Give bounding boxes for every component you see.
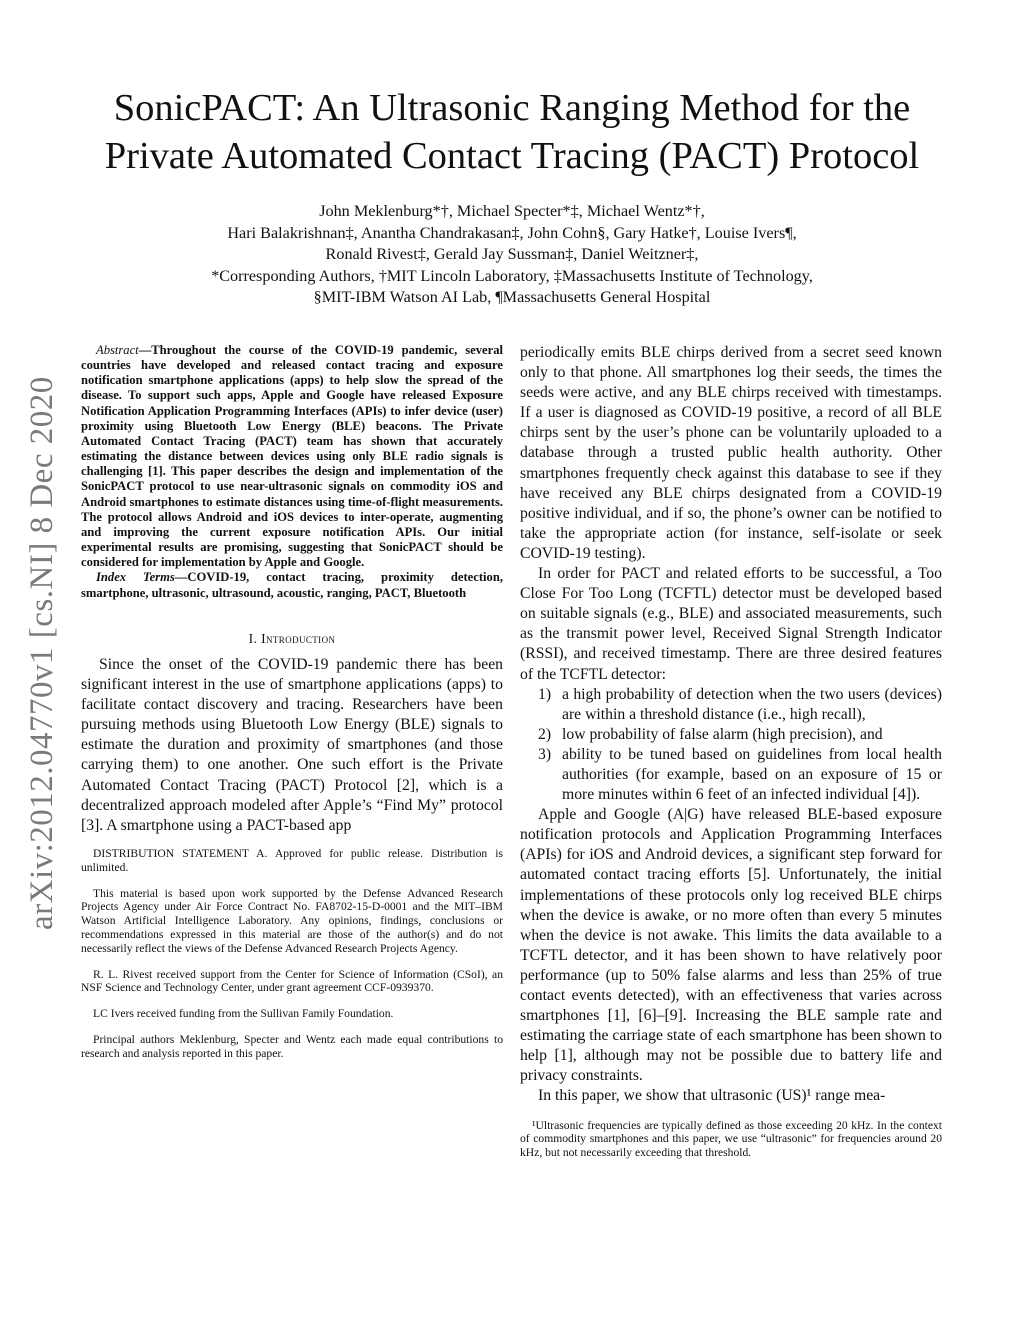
right-column (520, 343, 942, 1160)
distribution-statement: DISTRIBUTION STATEMENT A. Approved for public release. Distribution is unlimited. (81, 847, 503, 874)
list-item-number: 2) (538, 725, 552, 743)
author-line-3: Ronald Rivest‡, Gerald Jay Sussman‡, Daniel Weitzner‡, (325, 245, 699, 264)
introduction-paragraph-1: Since the onset of the COVID-19 pandemic there has been significant interest in the use of smartphone applications (apps) to facilitate contact discovery and tracing. Researchers have been pursuing methods using Bluetooth Low Energy (BLE) signals to estimate the duration and proximity of smartphones (and those carrying them) to one another. One such effort is the Private Automated Contact Tracing (PACT) Protocol [2], which is a decentralized approach modeled after Apple’s “Find My” protocol [3]. A smartphone using a PACT-based app (81, 655, 503, 834)
section-heading-introduction (81, 631, 503, 647)
funding-footnote: This material is based upon work supported by the Defense Advanced Research Projects Agency under Air Force Contract No. FA8702-15-D-0001 and the MIT–IBM Watson Artificial Intelligence Laboratory. Any opinions, findings, conclusions or recommendations expressed in this material are those of the author(s) and do not necessarily reflect the views of the Defense Advanced Research Projects Agency. (81, 886, 503, 955)
section-number: I. (248, 630, 258, 646)
left-footnotes (81, 847, 503, 1061)
abstract-label: Abstract (96, 343, 139, 357)
right-paragraph-4: In this paper, we show that ultrasonic (US)¹ range mea- (538, 1087, 886, 1105)
list-item (520, 745, 942, 805)
list-item-text: a high probability of detection when the two users (devices) are within a threshold distance (i.e., high recall), (562, 685, 942, 723)
affiliation-line-2: §MIT-IBM Watson AI Lab, ¶Massachusetts General Hospital (313, 288, 711, 307)
ivers-footnote: LC Ivers received funding from the Sullivan Family Foundation. (93, 1007, 394, 1021)
list-item (520, 685, 942, 725)
right-paragraph-3: Apple and Google (A|G) have released BLE-based exposure notification protocols and Application Programming Interfaces (APIs) for iOS and Android devices, a significant step forward for automated contact tracing efforts [5]. Unfortunately, the initial implementations of these protocols only log received BLE chirps when the device is awake, or no more often than every 5 minutes when the device is not awake. This limits the data available to a TCFTL detector, and it has been shown to have relatively poor performance (up to 50% false alarms and less than 25% of true contact events detected), with an effectiveness that varies across smartphones [1], [6]–[9]. Increasing the BLE sample rate and estimating the carriage state of each smartphone has been shown to help [1], although may not be possible due to battery life and privacy constraints. (520, 806, 942, 1085)
abstract (81, 343, 503, 570)
paper-title (60, 84, 964, 180)
author-line-2: Hari Balakrishnan‡, Anantha Chandrakasan‡, John Cohn§, Gary Hatke†, Louise Ivers¶, (227, 223, 797, 242)
arxiv-identifier-stamp: arXiv:2012.04770v1 [cs.NI] 8 Dec 2020 (24, 376, 60, 930)
index-terms-label: Index Terms (96, 570, 175, 585)
affiliation-line-1: *Corresponding Authors, †MIT Lincoln Laboratory, ‡Massachusetts Institute of Technology, (211, 266, 813, 285)
left-column (81, 343, 503, 1073)
section-title: Introduction (261, 630, 336, 646)
index-terms (81, 570, 503, 600)
abstract-text: —Throughout the course of the COVID-19 pandemic, several countries have developed and released contact tracing and exposure notification smartphone applications (apps) to help slow the spread of the disease. To support such apps, Apple and Google have released Exposure Notification Application Programming Interfaces (APIs) to infer device (user) proximity using Bluetooth Low Energy (BLE) beacons. The Private Automated Contact Tracing (PACT) team has shown that accurately estimating the distance between devices using only BLE radio signals is challenging [1]. This paper describes the design and implementation of the SonicPACT protocol to use near-ultrasonic signals on commodity iOS and Android smartphones to estimate distances using time-of-flight measurements. The protocol allows Android and iOS devices to inter-operate, augmenting and improving the current exposure notification APIs. Our initial experimental results are promising, suggesting that SonicPACT should be considered for implementation by Apple and Google. (81, 343, 503, 570)
right-paragraph-2: In order for PACT and related efforts to be successful, a Too Close For Too Long (TCFTL) detector must be developed based on suitable signals (e.g., BLE) and associated measurements, such as the transmit power level, Received Signal Strength Indicator (RSSI), and received timestamp. There are three desired features of the TCFTL detector: (520, 565, 942, 683)
list-item-text: ability to be tuned based on guidelines from local health authorities (for example, based on an exposure of 15 or more minutes within 6 feet of an infected individual [4]). (562, 745, 942, 804)
list-item-number: 1) (538, 685, 552, 703)
author-block (60, 201, 964, 309)
list-item-number: 3) (538, 745, 552, 763)
principal-authors-footnote: Principal authors Meklenburg, Specter and Wentz each made equal contributions to research and analysis reported in this paper. (81, 1033, 503, 1060)
list-item (520, 725, 942, 745)
tcftl-feature-list (520, 685, 942, 806)
right-paragraph-1: periodically emits BLE chirps derived from a secret seed known only to that phone. All smartphones log their seeds, the times the seeds were active, and any BLE chirps received with timestamps. If a user is diagnosed as COVID-19 positive, a record of all BLE chirps sent by the user’s phone can be voluntarily uploaded to a database through a trusted public health authority. Other smartphones frequently check against this database to see if they have received any BLE chirps designated from a COVID-19 positive individual, and if so, the phone’s owner can be notified to take the appropriate action (for instance, self-isolate or seek COVID-19 testing). (520, 344, 942, 562)
author-line-1: John Meklenburg*†, Michael Specter*‡, Michael Wentz*†, (319, 202, 705, 220)
index-terms-text: —COVID-19, contact tracing, proximity detection, smartphone, ultrasonic, ultrasound, acoustic, ranging, PACT, Bluetooth (81, 570, 503, 600)
ultrasonic-footnote: ¹Ultrasonic frequencies are typically defined as those exceeding 20 kHz. In the context of commodity smartphones and this paper, we use “ultrasonic” for frequencies around 20 kHz, but not necessarily exceeding that threshold. (520, 1118, 942, 1160)
list-item-text: low probability of false alarm (high precision), and (562, 725, 883, 743)
title-line-2: Private Automated Contact Tracing (PACT) Protocol (104, 135, 920, 177)
rivest-footnote: R. L. Rivest received support from the Center for Science of Information (CSoI), an NSF Science and Technology Center, under grant agreement CCF-0939370. (81, 967, 503, 995)
title-line-1: SonicPACT: An Ultrasonic Ranging Method for the (113, 87, 911, 129)
